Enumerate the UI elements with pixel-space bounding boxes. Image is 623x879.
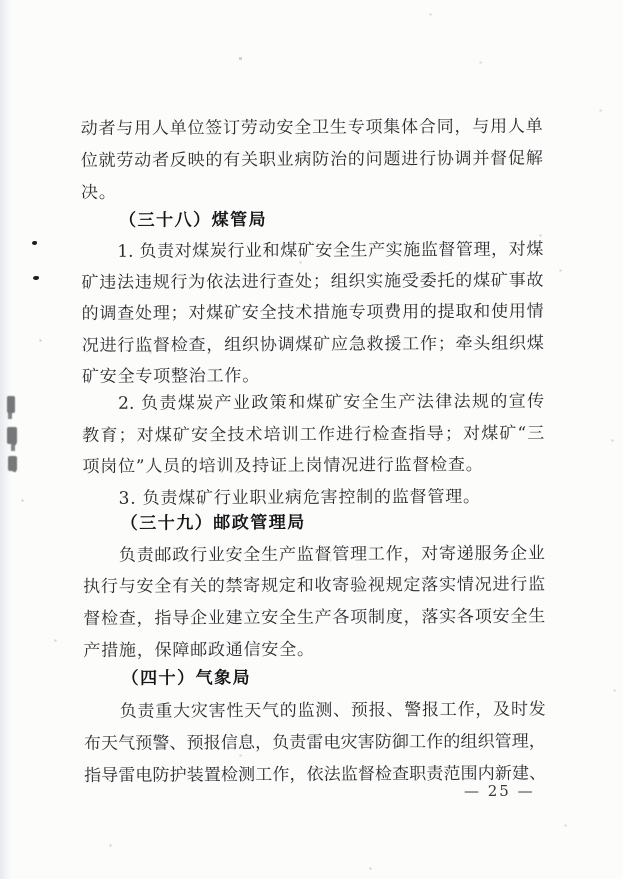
ink-speck (33, 276, 39, 280)
body-line: 负责邮政行业安全生产监督管理工作，对寄递服务企业 (118, 543, 545, 566)
scan-smudge (8, 456, 17, 471)
page-number: — 25 — (464, 782, 535, 800)
body-line: 项岗位”人员的培训及持证上岗情况进行监督检查。 (82, 454, 484, 477)
section-heading: （三十八）煤管局 (119, 210, 268, 231)
paper-speckles (0, 0, 1, 1)
body-line: 2. 负责煤炭产业政策和煤矿安全生产法律法规的宣传 (118, 391, 545, 414)
body-line: 况进行监督检查，组织协调煤矿应急救援工作；牵头组织煤 (81, 333, 544, 356)
body-line: 督检查，指导企业建立安全生产各项制度，落实各项安全生 (83, 606, 546, 629)
body-line: 布天气预警、预报信息，负责雷电灾害防御工作的组织管理， (83, 731, 546, 754)
section-heading: （三十九）邮政管理局 (120, 512, 306, 534)
body-line: 的调查处理；对煤矿安全技术措施专项费用的提取和使用情 (81, 301, 544, 324)
body-line: 执行与安全有关的禁寄规定和收寄验视规定落实情况进行监 (83, 574, 546, 597)
section-heading: （四十）气象局 (121, 668, 252, 689)
body-line: 3. 负责煤矿行业职业病危害控制的监督管理。 (118, 486, 481, 509)
body-line: 位就劳动者反映的有关职业病防治的问题进行协调并督促解 (80, 148, 543, 171)
scan-smudge (7, 396, 15, 413)
body-line: 矿安全专项整治工作。 (81, 366, 261, 387)
scan-smudge (7, 427, 17, 444)
body-line: 教育；对煤矿安全技术培训工作进行检查指导；对煤矿“三 (82, 423, 545, 446)
ink-speck (32, 241, 37, 245)
body-line: 指导雷电防护装置检测工作，依法监督检查职责范围内新建、 (84, 763, 547, 786)
body-line: 1. 负责对煤炭行业和煤矿安全生产实施监督管理，对煤 (117, 239, 544, 262)
body-line: 产措施，保障邮政通信安全。 (83, 639, 315, 661)
body-line: 负责重大灾害性天气的监测、预报、警报工作，及时发 (119, 699, 546, 722)
body-line: 动者与用人单位签订劳动安全卫生专项集体合同，与用人单 (80, 116, 543, 139)
body-line: 矿违法违规行为依法进行查处；组织实施受委托的煤矿事故 (81, 270, 544, 293)
body-line: 决。 (80, 182, 117, 203)
